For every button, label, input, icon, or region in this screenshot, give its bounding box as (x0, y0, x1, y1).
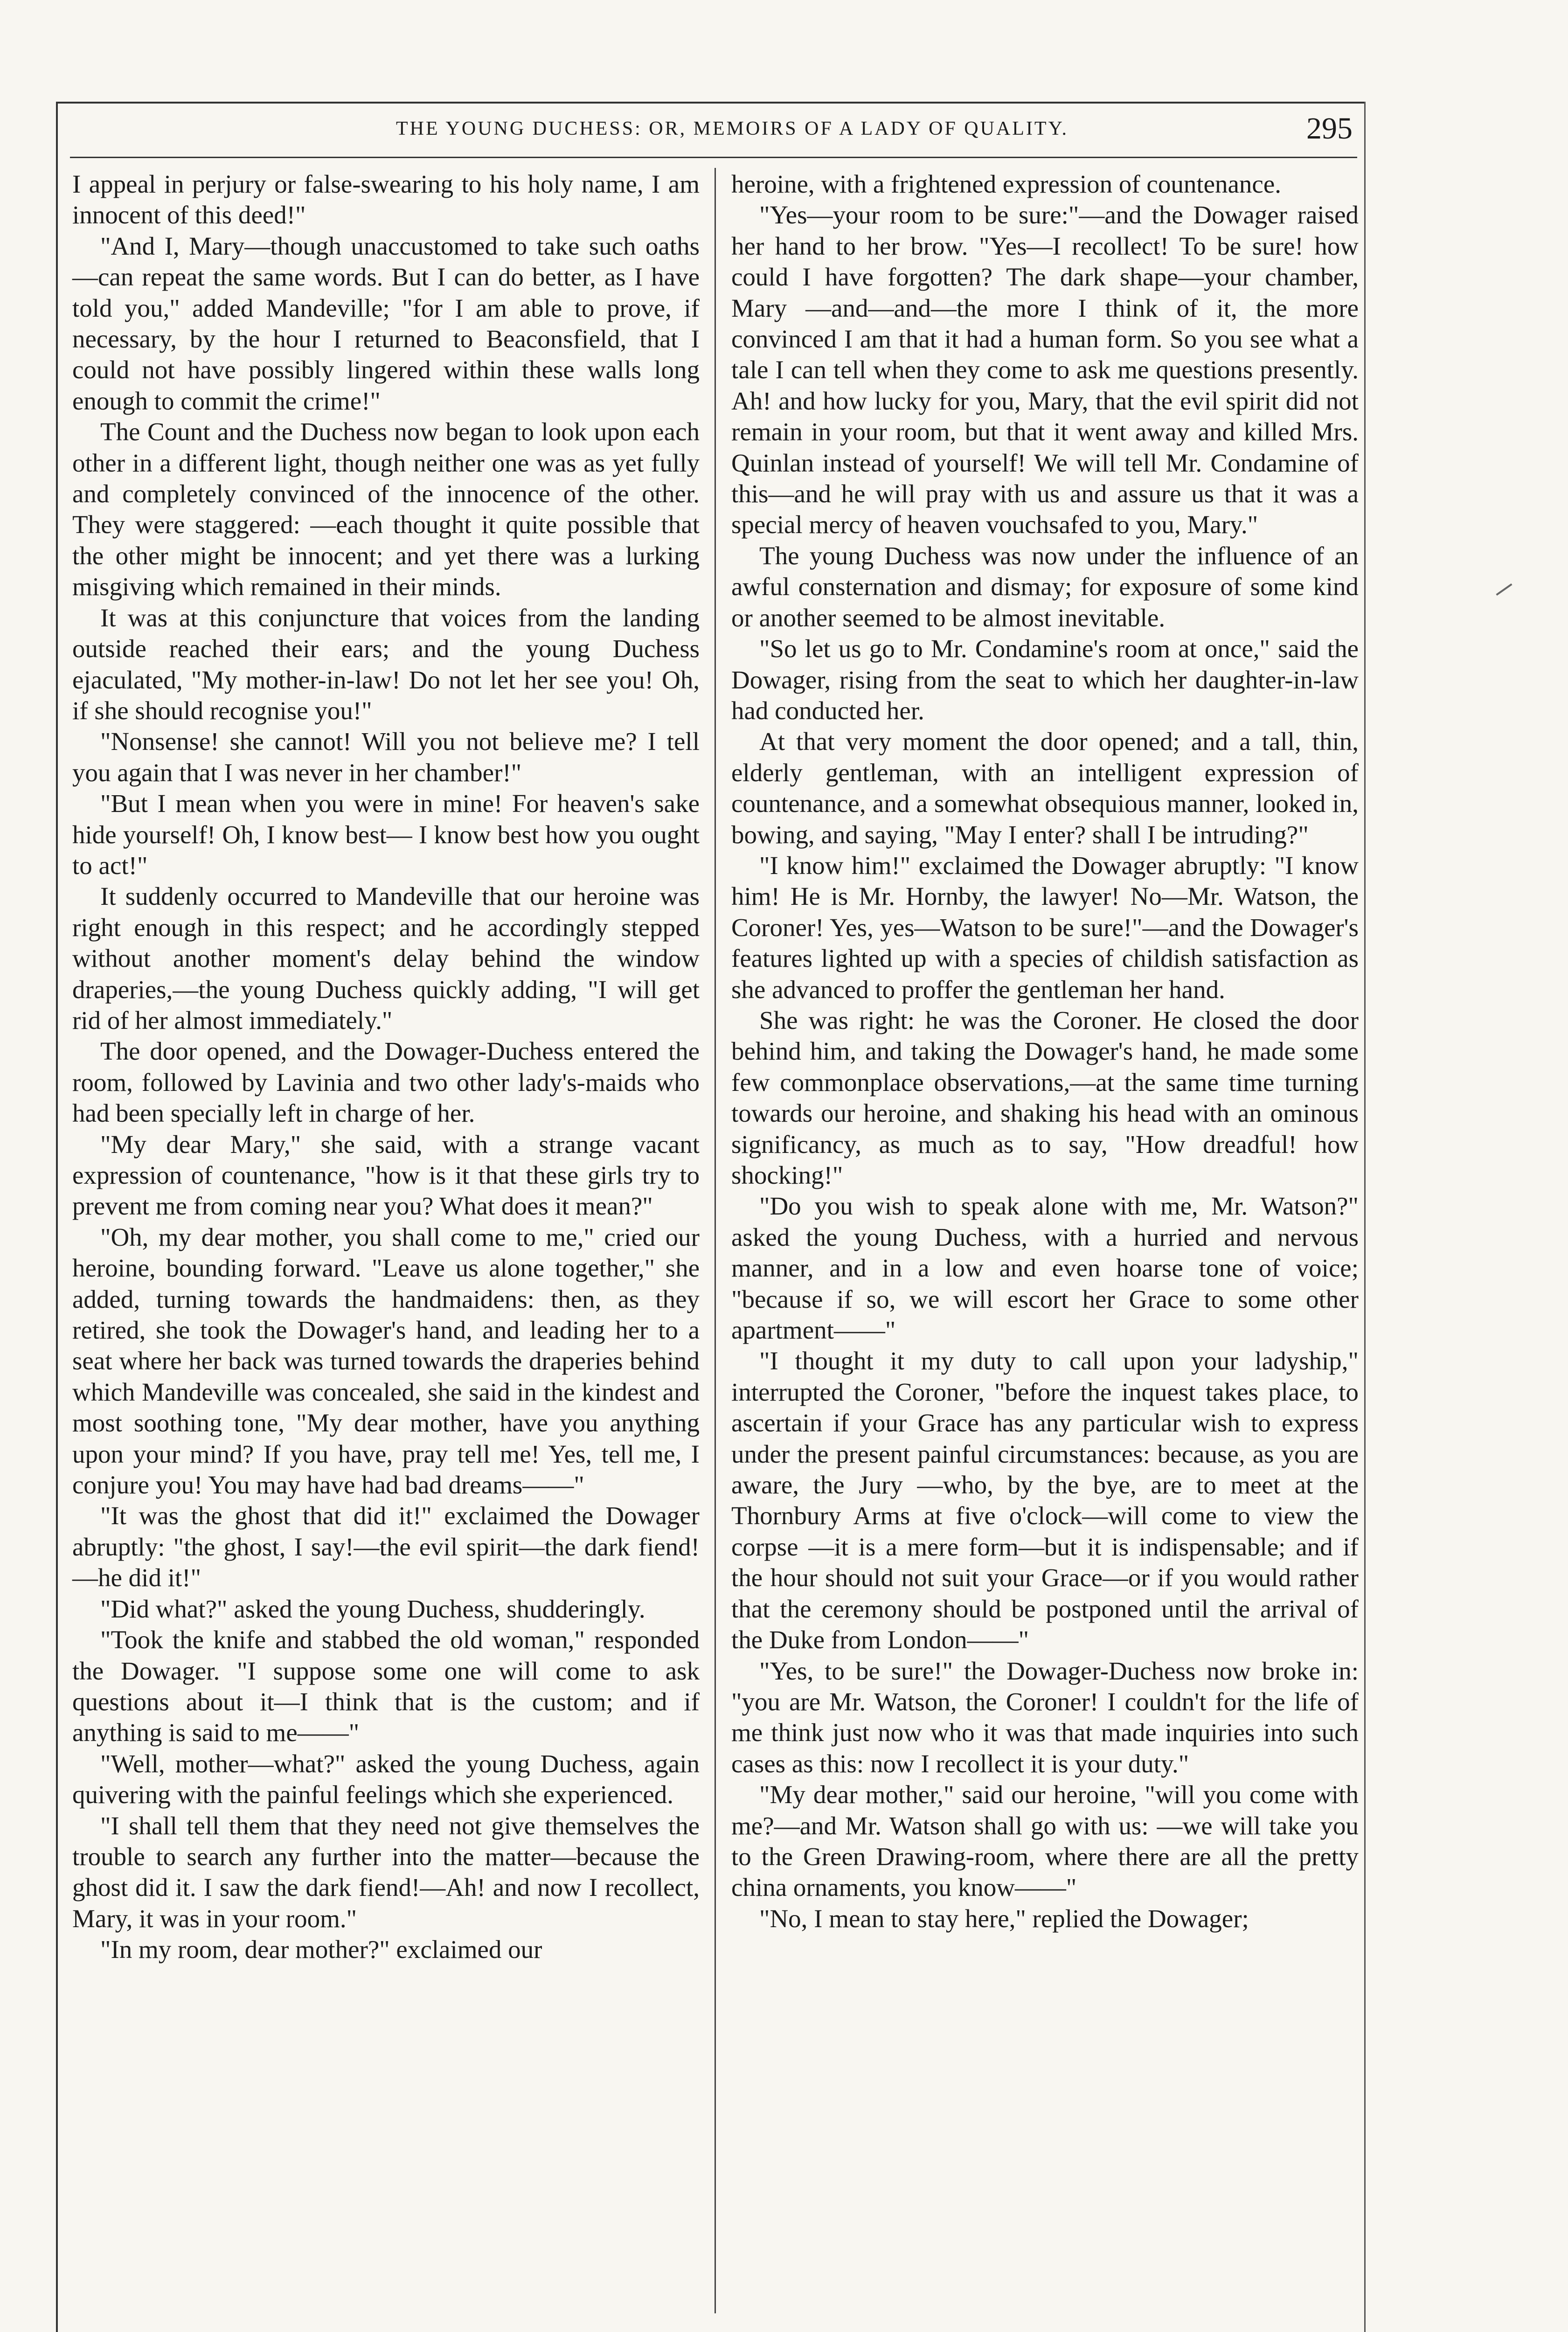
left-column (72, 169, 700, 1965)
paragraph: It was at this conjuncture that voices from the landing outside reached their ears; and the young Duchess ejaculated, "My mother-in-law! Do not let her see you! Oh, if she should recognise you!" (72, 603, 700, 725)
paragraph: The door opened, and the Dowager-Duchess entered the room, followed by Lavinia and two other lady's-maids who had been specially left in charge of her. (72, 1037, 700, 1128)
header-rule (70, 157, 1357, 158)
paragraph: "Well, mother—what?" asked the young Duchess, again quivering with the painful feelings which she experienced. (72, 1749, 700, 1809)
paragraph: The Count and the Duchess now began to look upon each other in a different light, though neither one was as yet fully and completely convinced of the innocence of the other. They were staggered: —each thought it quite possible that the other might be innocent; and yet there was a lurking misgiving which remained in their minds. (72, 417, 700, 601)
paragraph: "No, I mean to stay here," replied the Dowager; (759, 1904, 1249, 1933)
paragraph: "My dear mother," said our heroine, "will you come with me?—and Mr. Watson shall go with us: —we will take you to the Green Drawing-room, where there are all the pretty china ornaments, you know——" (731, 1780, 1359, 1902)
paragraph: "I know him!" exclaimed the Dowager abruptly: "I know him! He is Mr. Hornby, the lawyer! No—Mr. Watson, the Coroner! Yes, yes—Watson to be sure!"—and the Dowager's features lighted up with a species of childish satisfaction as she advanced to proffer the gentleman her hand. (731, 851, 1359, 1004)
paragraph: "Do you wish to speak alone with me, Mr. Watson?" asked the young Duchess, with a hurried and nervous manner, and in a low and even hoarse tone of voice; "because if so, we will escort her Grace to some other apartment——" (731, 1192, 1359, 1345)
frame-right-rule (1364, 102, 1366, 2332)
paragraph: "Yes—your room to be sure:"—and the Dowager raised her hand to her brow. "Yes—I recollect! To be sure! how could I have forgotten? The dark shape—your chamber, Mary —and—and—the more I think of it, the more convinced I am that it had a human form. So you see what a tale I can tell when they come to ask me questions presently. Ah! and how lucky for you, Mary, that the evil spirit did not remain in your room, but that it went away and killed Mrs. Quinlan instead of yourself! We will tell Mr. Condamine of this—and he will pray with us and assure us that it was a special mercy of heaven vouchsafed to you, Mary." (731, 201, 1359, 539)
frame-top-rule (56, 102, 1364, 104)
paragraph: She was right: he was the Coroner. He closed the door behind him, and taking the Dowager's hand, he made some few commonplace observations,—at the same time turning towards our heroine, and shaking his head with an ominous significancy, as much as to say, "How dreadful! how shocking!" (731, 1006, 1359, 1189)
paragraph: "I thought it my duty to call upon your ladyship," interrupted the Coroner, "before the inquest takes place, to ascertain if your Grace has any particular wish to express under the present painful circumstances: because, as you are aware, the Jury —who, by the bye, are to meet at the Thornbury Arms at five o'clock—will come to view the corpse —it is a mere form—but it is indispensable; and if the hour should not suit your Grace—or if you would rather that the ceremony should be postponed until the arrival of the Duke from London——" (731, 1346, 1359, 1654)
paragraph: "And I, Mary—though unaccustomed to take such oaths—can repeat the same words. But I can do better, as I have told you," added Mandeville; "for I am able to prove, if necessary, by the hour I returned to Beaconsfield, that I could not have possibly lingered within these walls long enough to commit the crime!" (72, 231, 700, 415)
paragraph: "Did what?" asked the young Duchess, shudderingly. (100, 1594, 645, 1623)
paragraph: "Yes, to be sure!" the Dowager-Duchess now broke in: "you are Mr. Watson, the Coroner! I couldn't for the life of me think just now who it was that made inquiries into such cases as this: now I recollect it is your duty." (731, 1656, 1359, 1778)
paragraph: "So let us go to Mr. Condamine's room at once," said the Dowager, rising from the seat to which her daughter-in-law had conducted her. (731, 634, 1359, 725)
paragraph: "I shall tell them that they need not give themselves the trouble to search any further into the matter—because the ghost did it. I saw the dark fiend!—Ah! and now I recollect, Mary, it was in your room." (72, 1811, 700, 1933)
right-column (731, 169, 1359, 1934)
paragraph: At that very moment the door opened; and a tall, thin, elderly gentleman, with an intelligent expression of countenance, and a somewhat obsequious manner, looked in, bowing, and saying, "May I enter? shall I be intruding?" (731, 727, 1359, 849)
frame-left-rule (56, 102, 58, 2332)
running-head: THE YOUNG DUCHESS: OR, MEMOIRS OF A LADY OF QUALITY. (395, 118, 1069, 139)
paragraph: "Oh, my dear mother, you shall come to me," cried our heroine, bounding forward. "Leave us alone together," she added, turning towards the handmaidens: then, as they retired, she took the Dowager's hand, and leading her to a seat where her back was turned towards the draperies behind which Mandeville was concealed, she said in the kindest and most soothing tone, "My dear mother, have you anything upon your mind? If you have, pray tell me! Yes, tell me, I conjure you! You may have had bad dreams——" (72, 1222, 700, 1499)
paragraph: "It was the ghost that did it!" exclaimed the Dowager abruptly: "the ghost, I say!—the evil spirit—the dark fiend!—he did it!" (72, 1501, 700, 1592)
paragraph: heroine, with a frightened expression of countenance. (731, 170, 1282, 198)
page-number: 295 (1306, 111, 1353, 146)
paragraph: It suddenly occurred to Mandeville that our heroine was right enough in this respect; and he accordingly stepped without another moment's delay behind the window draperies,—the young Duchess quickly adding, "I will get rid of her almost immediately." (72, 882, 700, 1034)
paragraph: "In my room, dear mother?" exclaimed our (100, 1935, 542, 1964)
column-divider (715, 168, 716, 2313)
paragraph: "But I mean when you were in mine! For heaven's sake hide yourself! Oh, I know best— I know best how you ought to act!" (72, 789, 700, 880)
paragraph: "Took the knife and stabbed the old woman," responded the Dowager. "I suppose some one will come to ask questions about it—I think that is the custom; and if anything is said to me——" (72, 1625, 700, 1747)
stray-ink-mark (1496, 583, 1512, 596)
paragraph: I appeal in perjury or false-swearing to his holy name, I am innocent of this deed!" (72, 170, 700, 229)
paragraph: "Nonsense! she cannot! Will you not believe me? I tell you again that I was never in her chamber!" (72, 727, 700, 787)
paragraph: "My dear Mary," she said, with a strange vacant expression of countenance, "how is it that these girls try to prevent me from coming near you? What does it mean?" (72, 1130, 700, 1221)
paragraph: The young Duchess was now under the influence of an awful consternation and dismay; for exposure of some kind or another seemed to be almost inevitable. (731, 541, 1359, 632)
